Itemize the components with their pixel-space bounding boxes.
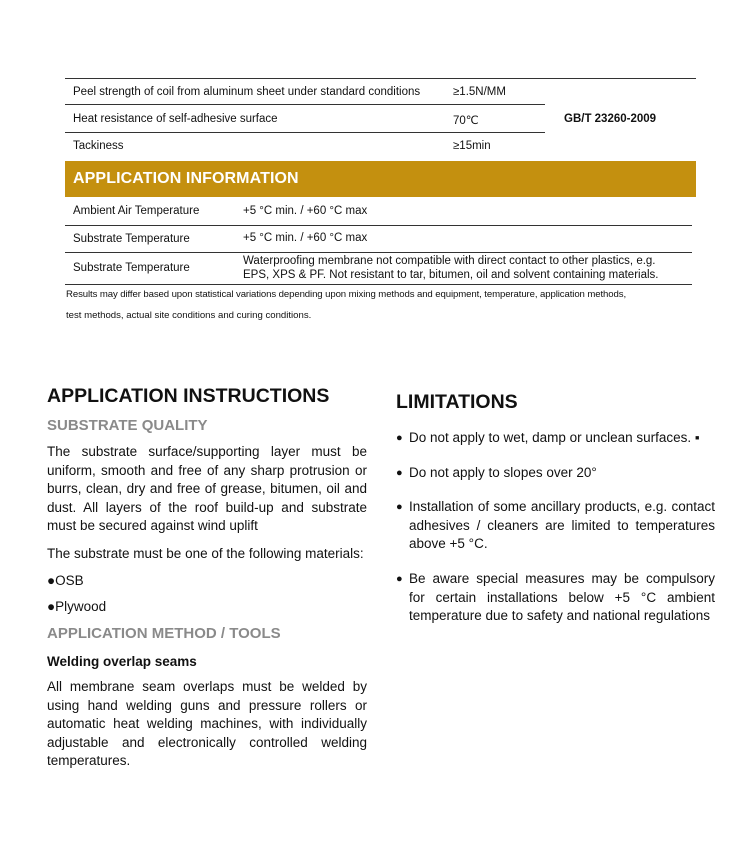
bullet-icon: ● bbox=[396, 501, 403, 513]
bullet-icon: ● bbox=[47, 599, 56, 614]
welding-text: All membrane seam overlaps must be welded by using hand welding guns and pressure rollers or automatic heat welding machines, with individually adjustable and electronically controlled welding temperatures. bbox=[47, 679, 367, 769]
info-value: +5 °C min. / +60 °C max bbox=[243, 205, 368, 217]
table-rule bbox=[65, 132, 545, 133]
limitation-text: Do not apply to slopes over 20° bbox=[409, 465, 597, 480]
material-label: OSB bbox=[55, 573, 84, 588]
limitations-heading: LIMITATIONS bbox=[396, 391, 518, 413]
application-info-heading: APPLICATION INFORMATION bbox=[73, 170, 299, 187]
spec-property: Heat resistance of self-adhesive surface bbox=[73, 113, 278, 125]
list-item bbox=[47, 599, 106, 614]
info-value: +5 °C min. / +60 °C max bbox=[243, 232, 368, 244]
spec-value: ≥15min bbox=[453, 140, 491, 152]
application-info-band bbox=[65, 161, 696, 197]
list-item bbox=[396, 464, 719, 483]
welding-heading: Welding overlap seams bbox=[47, 654, 197, 669]
substrate-quality-text: The substrate surface/supporting layer must be uniform, smooth and free of any sharp protrusion or burrs, clean, dry and free of grease, bitumen, oil and dust. All layers of the roof build-up and substrate must be secured against wind uplift bbox=[47, 444, 367, 534]
bullet-icon: ● bbox=[396, 573, 403, 585]
materials-intro: The substrate must be one of the following materials: bbox=[47, 546, 364, 561]
results-note-line2: test methods, actual site conditions and curing conditions. bbox=[66, 310, 312, 321]
spec-value: 70℃ bbox=[453, 115, 479, 127]
info-value-line: Waterproofing membrane not compatible with direct contact to other plastics, e.g. bbox=[243, 255, 656, 267]
method-heading: APPLICATION METHOD / TOOLS bbox=[47, 625, 281, 642]
limitation-text: Installation of some ancillary products, e.g. contact adhesives / cleaners are limited to temperatures above +5 °C. bbox=[409, 499, 715, 552]
info-value-line: EPS, XPS & PF. Not resistant to tar, bitumen, oil and solvent containing materials. bbox=[243, 269, 659, 281]
list-item bbox=[396, 570, 715, 626]
limitation-text: Do not apply to wet, damp or unclean surfaces. ▪ bbox=[409, 430, 700, 445]
results-note-line1: Results may differ based upon statistical variations depending upon mixing methods and equipment, temperature, application methods, bbox=[66, 289, 627, 300]
info-label: Substrate Temperature bbox=[73, 262, 190, 274]
table-rule bbox=[65, 252, 692, 253]
list-item bbox=[396, 429, 719, 448]
bullet-icon: ● bbox=[396, 467, 403, 479]
list-item bbox=[396, 498, 715, 554]
spec-value: ≥1.5N/MM bbox=[453, 86, 506, 98]
list-item bbox=[47, 573, 84, 588]
table-rule bbox=[65, 284, 692, 285]
info-label: Ambient Air Temperature bbox=[73, 205, 200, 217]
material-label: Plywood bbox=[55, 599, 107, 614]
bullet-icon: ● bbox=[47, 573, 56, 588]
substrate-quality-heading: SUBSTRATE QUALITY bbox=[47, 417, 208, 434]
table-rule bbox=[65, 104, 545, 105]
spec-property: Peel strength of coil from aluminum sheet under standard conditions bbox=[73, 86, 421, 98]
bullet-icon: ● bbox=[396, 432, 403, 444]
limitation-text: Be aware special measures may be compulsory for certain installations below +5 °C ambient temperature due to safety and national regulations bbox=[409, 571, 715, 624]
info-label: Substrate Temperature bbox=[73, 233, 190, 245]
spec-standard: GB/T 23260-2009 bbox=[564, 113, 657, 125]
spec-property: Tackiness bbox=[73, 140, 124, 152]
instructions-heading: APPLICATION INSTRUCTIONS bbox=[47, 385, 330, 407]
table-rule bbox=[65, 78, 696, 79]
table-rule bbox=[65, 225, 692, 226]
